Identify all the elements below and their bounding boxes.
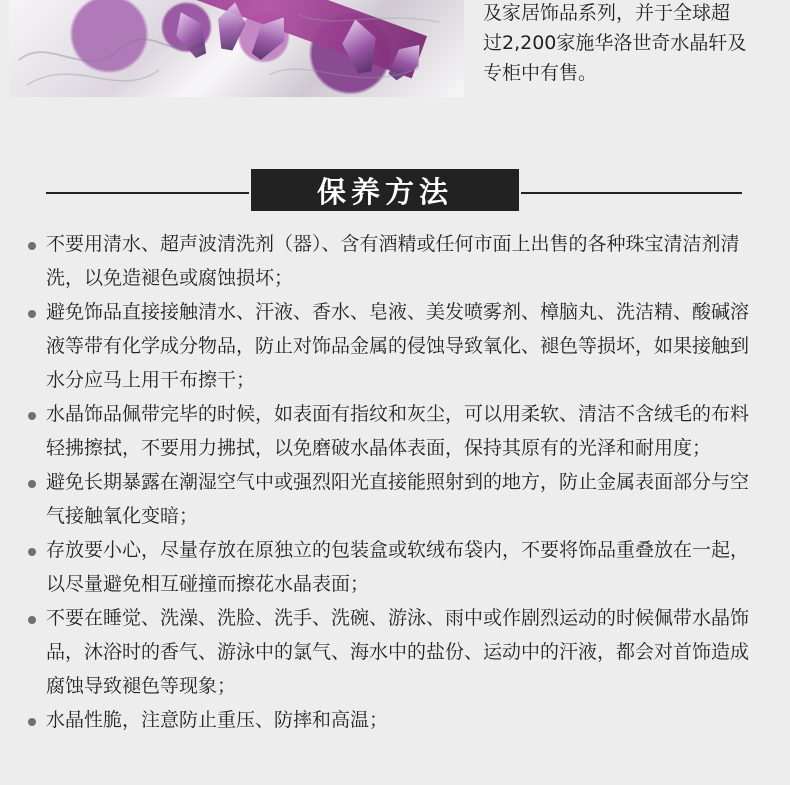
bullet-dot-icon xyxy=(28,242,36,250)
bullet-dot-icon xyxy=(28,412,36,420)
care-item xyxy=(28,465,758,533)
care-item xyxy=(28,227,758,295)
bullet-dot-icon xyxy=(28,616,36,624)
title-divider-right xyxy=(521,192,742,194)
care-item-text: 不要用清水、超声波清洗剂（器）、含有酒精或任何市面上出售的各种珠宝清洁剂清洗，以免造褪色或腐蚀损坏； xyxy=(46,233,740,289)
bullet-dot-icon xyxy=(28,548,36,556)
care-item xyxy=(28,703,758,737)
product-photo xyxy=(9,0,464,97)
care-item-text: 存放要小心，尽量存放在原独立的包装盒或软绒布袋内，不要将饰品重叠放在一起，以尽量避免相互碰撞而擦花水晶表面； xyxy=(46,539,750,595)
bullet-dot-icon xyxy=(28,480,36,488)
care-item xyxy=(28,601,758,703)
care-item-text: 水晶性脆，注意防止重压、防摔和高温； xyxy=(46,709,389,731)
intro-text: 及家居饰品系列，并于全球超 过2,200家施华洛世奇水晶轩及 专柜中有售。 xyxy=(483,2,747,84)
care-list xyxy=(28,227,758,737)
care-item-text: 不要在睡觉、洗澡、洗脸、洗手、洗碗、游泳、雨中或作剧烈运动的时候佩带水晶饰品，沐浴时的香气、游泳中的氯气、海水中的盐份、运动中的汗液，都会对首饰造成腐蚀导致褪色等现象； xyxy=(46,607,750,697)
title-label: 保养方法 xyxy=(251,169,519,211)
care-item xyxy=(28,533,758,601)
care-item-text: 避免饰品直接接触清水、汗液、香水、皂液、美发喷雾剂、樟脑丸、洗洁精、酸碱溶液等带有化学成分物品，防止对饰品金属的侵蚀导致氧化、褪色等损坏，如果接触到水分应马上用干布擦干； xyxy=(46,301,750,391)
title-divider-left xyxy=(46,192,249,194)
bullet-dot-icon xyxy=(28,718,36,726)
care-item-text: 水晶饰品佩带完毕的时候，如表面有指纹和灰尘，可以用柔软、清洁不含绒毛的布料轻拂擦拭，不要用力拂拭，以免磨破水晶体表面，保持其原有的光泽和耐用度； xyxy=(46,403,750,459)
section-title xyxy=(46,167,742,219)
care-item xyxy=(28,397,758,465)
care-item-text: 避免长期暴露在潮湿空气中或强烈阳光直接能照射到的地方，防止金属表面部分与空气接触氧化变暗； xyxy=(46,471,750,527)
care-item xyxy=(28,295,758,397)
sketch-overlay xyxy=(9,0,464,97)
bullet-dot-icon xyxy=(28,310,36,318)
